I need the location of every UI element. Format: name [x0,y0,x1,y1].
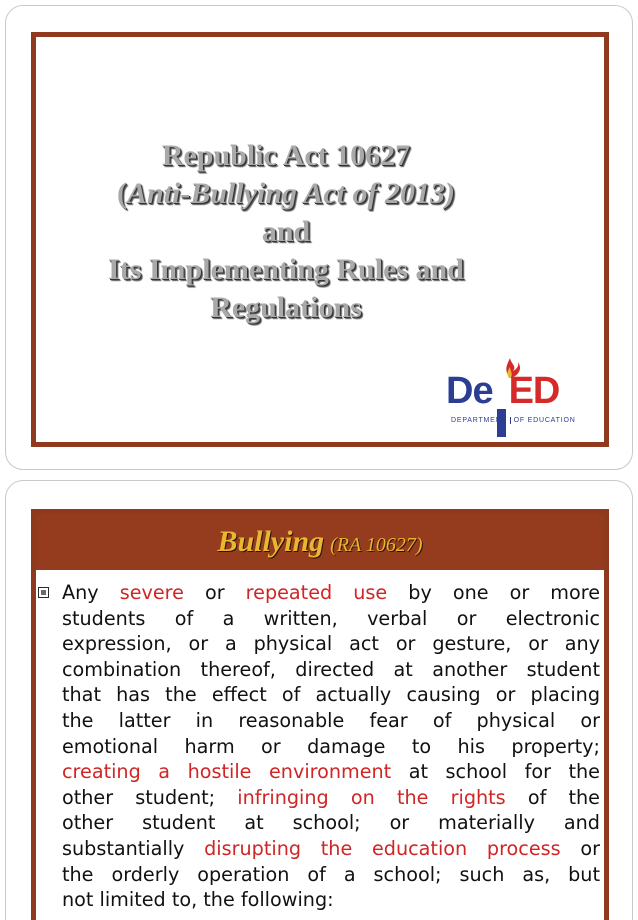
slide-heading [36,525,604,559]
title-frame [31,32,609,447]
text-segment: emotional harm or damage to his property; [62,734,600,758]
title-line-5: Regulations [210,291,362,324]
text-segment: not limited to, the following: [62,888,334,912]
text-line [38,785,600,811]
deped-logo [446,357,581,432]
definition-slide [5,480,633,920]
highlight-phrase: disrupting the education process [204,836,561,860]
text-segment: or [183,581,246,604]
text-segment: the latter in reasonable fear of physical or [62,708,600,732]
title-line-4: Its Implementing Rules and [108,253,464,286]
heading-bar [36,514,604,570]
text-line [38,631,600,657]
logo-wordmark-de: De [446,370,493,412]
logo-subtitle [448,417,579,424]
text-segment: expression, or a physical act or gesture, or any [62,632,600,656]
title-line-2-paren: ( [116,177,127,210]
text-segment: combination thereof, directed at another student [62,657,600,681]
text-segment: substantially [62,836,205,860]
slide-title [76,137,496,327]
text-line [38,887,600,913]
text-line [38,682,600,708]
text-line [38,759,600,785]
title-slide [5,5,633,470]
logo-sub-right: OF EDUCATION [510,417,579,424]
text-segment: other student at school; or materially and [62,811,600,835]
text-line [38,862,600,888]
text-segment: by one or more [387,581,600,604]
highlight-phrase: creating a hostile environment [62,760,392,784]
logo-wordmark-ed: ED [508,370,560,412]
heading-title: Bullying [217,525,325,558]
text-segment: students of a written, verbal or electronic [62,606,600,630]
heading-subtitle: (RA 10627) [330,534,423,556]
definition-text [38,580,600,913]
text-line [38,836,600,862]
text-segment: of the [505,785,600,809]
text-segment: that has the effect of actually causing or placing [62,683,600,707]
title-line-3: and [261,215,311,248]
text-segment: Any [62,581,120,604]
title-line-1: Republic Act 10627 [161,139,411,172]
highlight-phrase: infringing on the rights [237,785,506,809]
text-segment: at school for the [391,760,600,784]
highlight-phrase: repeated use [245,581,388,604]
highlight-phrase: severe [119,581,184,604]
logo-wordmark [446,371,559,411]
text-segment: or [560,836,600,860]
logo-sub-left: DEPARTMENT [451,417,507,424]
text-segment: other student; [62,785,238,809]
definition-frame [31,509,609,920]
text-line [38,657,600,683]
checkbox-bullet-icon [38,587,49,598]
title-line-2 [76,175,496,213]
text-line [38,810,600,836]
text-line [38,708,600,734]
title-line-2-italic: Anti-Bullying Act of 2013) [126,177,456,210]
text-line [38,606,600,632]
text-segment: the orderly operation of a school; such as, but [62,862,600,886]
text-line [38,580,600,606]
text-line [38,734,600,760]
